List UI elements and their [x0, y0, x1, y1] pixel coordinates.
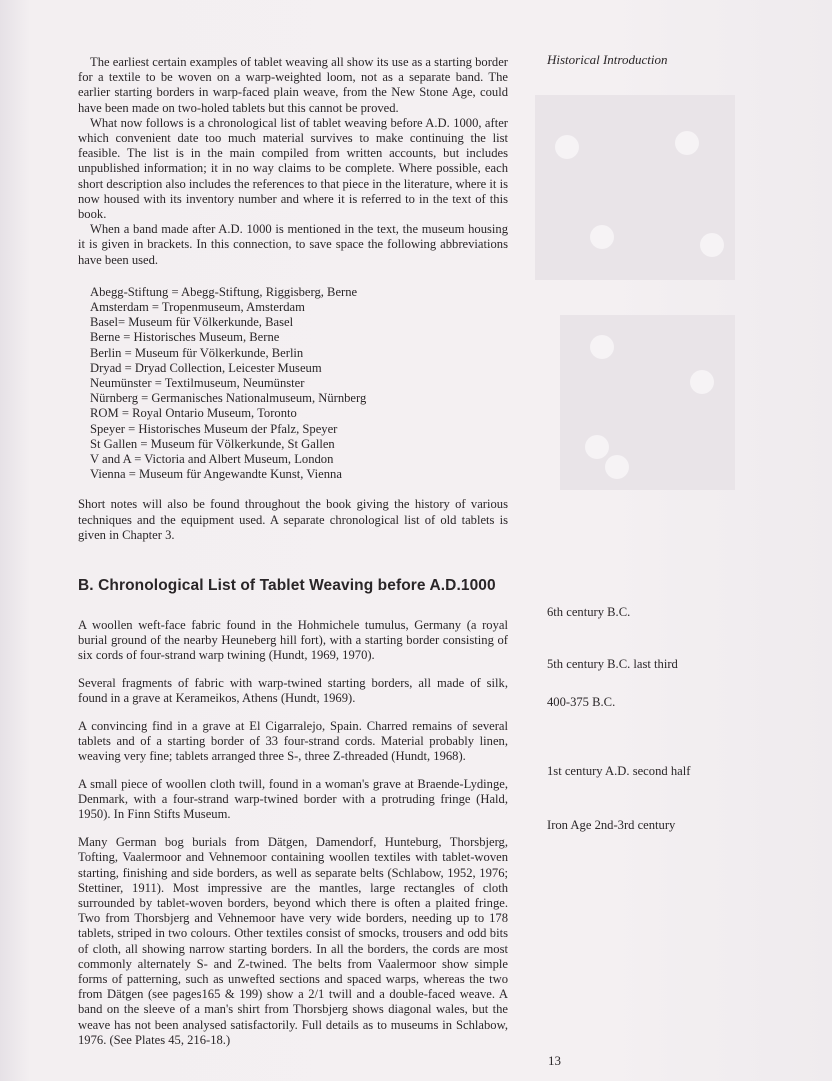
entry-date-5: Iron Age 2nd-3rd century	[547, 818, 676, 832]
chronology-entry-5: Many German bog burials from Dätgen, Damendorf, Hunteburg, Thorsbjerg, Tofting, Vaalermoor and Vehnemoor containing woollen textiles with tablet-woven starting, finishing and side borders, as well as separate belts (Schlabow, 1952, 1976; Stettiner, 1911). Most impressive are the mantles, large rectangles of cloth surrounded by tablet-woven borders, beyond which there is often a plaited fringe. Two from Thorsbjerg and Vehnemoor have very wide borders, needing up to 178 tablets, striped in two colours. Other textiles consist of smocks, trousers and odd bits of cloth, all showing narrow starting borders. In all the borders, the cords are most commonly alternately S- and Z-twined. The belts from Vaalermoor show simple forms of patterning, such as unwefted sections and spaced warps, whereas the two from Dätgen (see pages165 & 199) show a 2/1 twill and a double-faced weave. A band on the sleeve of a man's shirt from Thorsbjerg shows diagonal wales, but the weave has not been analysed satisfactorily. Full details as to museums in Schlabow, 1976. (See Plates 45, 216-18.)	[78, 835, 508, 1047]
short-notes-paragraph: Short notes will also be found throughout the book giving the history of various techniques and the equipment used. A separate chronological list of old tablets is given in Chapter 3.	[78, 497, 508, 542]
abbreviation-item: Dryad = Dryad Collection, Leicester Museum	[90, 360, 322, 375]
running-header: Historical Introduction	[547, 52, 668, 67]
abbreviation-item: Abegg-Stiftung = Abegg-Stiftung, Riggisberg, Berne	[90, 284, 358, 299]
abbreviation-item: V and A = Victoria and Albert Museum, London	[90, 452, 334, 467]
entry-date-1: 6th century B.C.	[547, 605, 631, 619]
abbreviation-item: Berlin = Museum für Völkerkunde, Berlin	[90, 345, 304, 360]
chronology-entry-4: A small piece of woollen cloth twill, found in a woman's grave at Braende-Lydinge, Denmark, with a four-strand warp-twined border with a protruding fringe (Hald, 1950). In Finn Stifts Museum.	[78, 777, 508, 822]
intro-paragraph-2: What now follows is a chronological list of tablet weaving before A.D. 1000, after which convenient date too much material survives to make continuing the list feasible. The list is in the main compiled from written accounts, but includes unpublished information; it in no way claims to be complete. Where possible, each short description also includes the references to that piece in the literature, where it is now housed with its inventory number and where it is referred to in the text of this book.	[78, 115, 508, 222]
abbreviation-item: Vienna = Museum für Angewandte Kunst, Vienna	[90, 467, 342, 482]
chronology-entry-2: Several fragments of fabric with warp-twined starting borders, all made of silk, found in a grave at Kerameikos, Athens (Hundt, 1969).	[78, 675, 508, 705]
chronology-entry-3: A convincing find in a grave at El Cigarralejo, Spain. Charred remains of several tablets and of a starting border of 33 four-strand cords. Material probably linen, weaving very fine; tablets arranged three S-, three Z-threaded (Hundt, 1968).	[78, 718, 508, 764]
page-number: 13	[548, 1053, 561, 1068]
abbreviation-item: St Gallen = Museum für Völkerkunde, St Gallen	[90, 436, 335, 451]
chronology-entry-1: A woollen weft-face fabric found in the Hohmichele tumulus, Germany (a royal burial ground of the nearby Heuneberg hill fort), with a starting border consisting of six cords of four-strand warp twining (Hundt, 1969, 1970).	[78, 617, 508, 662]
abbreviation-item: Nürnberg = Germanisches Nationalmuseum, Nürnberg	[90, 391, 367, 406]
abbreviation-item: Speyer = Historisches Museum der Pfalz, Speyer	[90, 421, 338, 436]
abbreviation-item: Basel= Museum für Völkerkunde, Basel	[90, 315, 294, 330]
chronology-entries	[78, 605, 508, 1057]
abbreviation-item: Neumünster = Textilmuseum, Neumünster	[90, 376, 305, 391]
entry-date-3: 400-375 B.C.	[547, 695, 616, 709]
intro-paragraph-1: The earliest certain examples of tablet weaving all show its use as a starting border for a textile to be woven on a warp-weighted loom, not as a separate band. The earlier starting borders in warp-faced plain weave, from the New Stone Age, could have been made on two-holed tablets but this cannot be proved.	[78, 55, 508, 115]
intro-text	[78, 55, 508, 543]
intro-paragraph-3: When a band made after A.D. 1000 is mentioned in the text, the museum housing it is given in brackets. In this connection, to save space the following abbreviations have been used.	[78, 222, 508, 267]
entry-date-2: 5th century B.C. last third	[547, 657, 678, 671]
abbreviation-item: ROM = Royal Ontario Museum, Toronto	[90, 406, 297, 421]
entry-date-4: 1st century A.D. second half	[547, 764, 691, 778]
show-through-block-lower	[560, 315, 735, 490]
show-through-block-upper	[535, 95, 735, 280]
section-title: B. Chronological List of Tablet Weaving before A.D.1000	[78, 577, 496, 594]
abbreviation-item: Berne = Historisches Museum, Berne	[90, 330, 280, 345]
abbreviation-item: Amsterdam = Tropenmuseum, Amsterdam	[90, 300, 305, 315]
abbreviation-list	[90, 285, 508, 483]
